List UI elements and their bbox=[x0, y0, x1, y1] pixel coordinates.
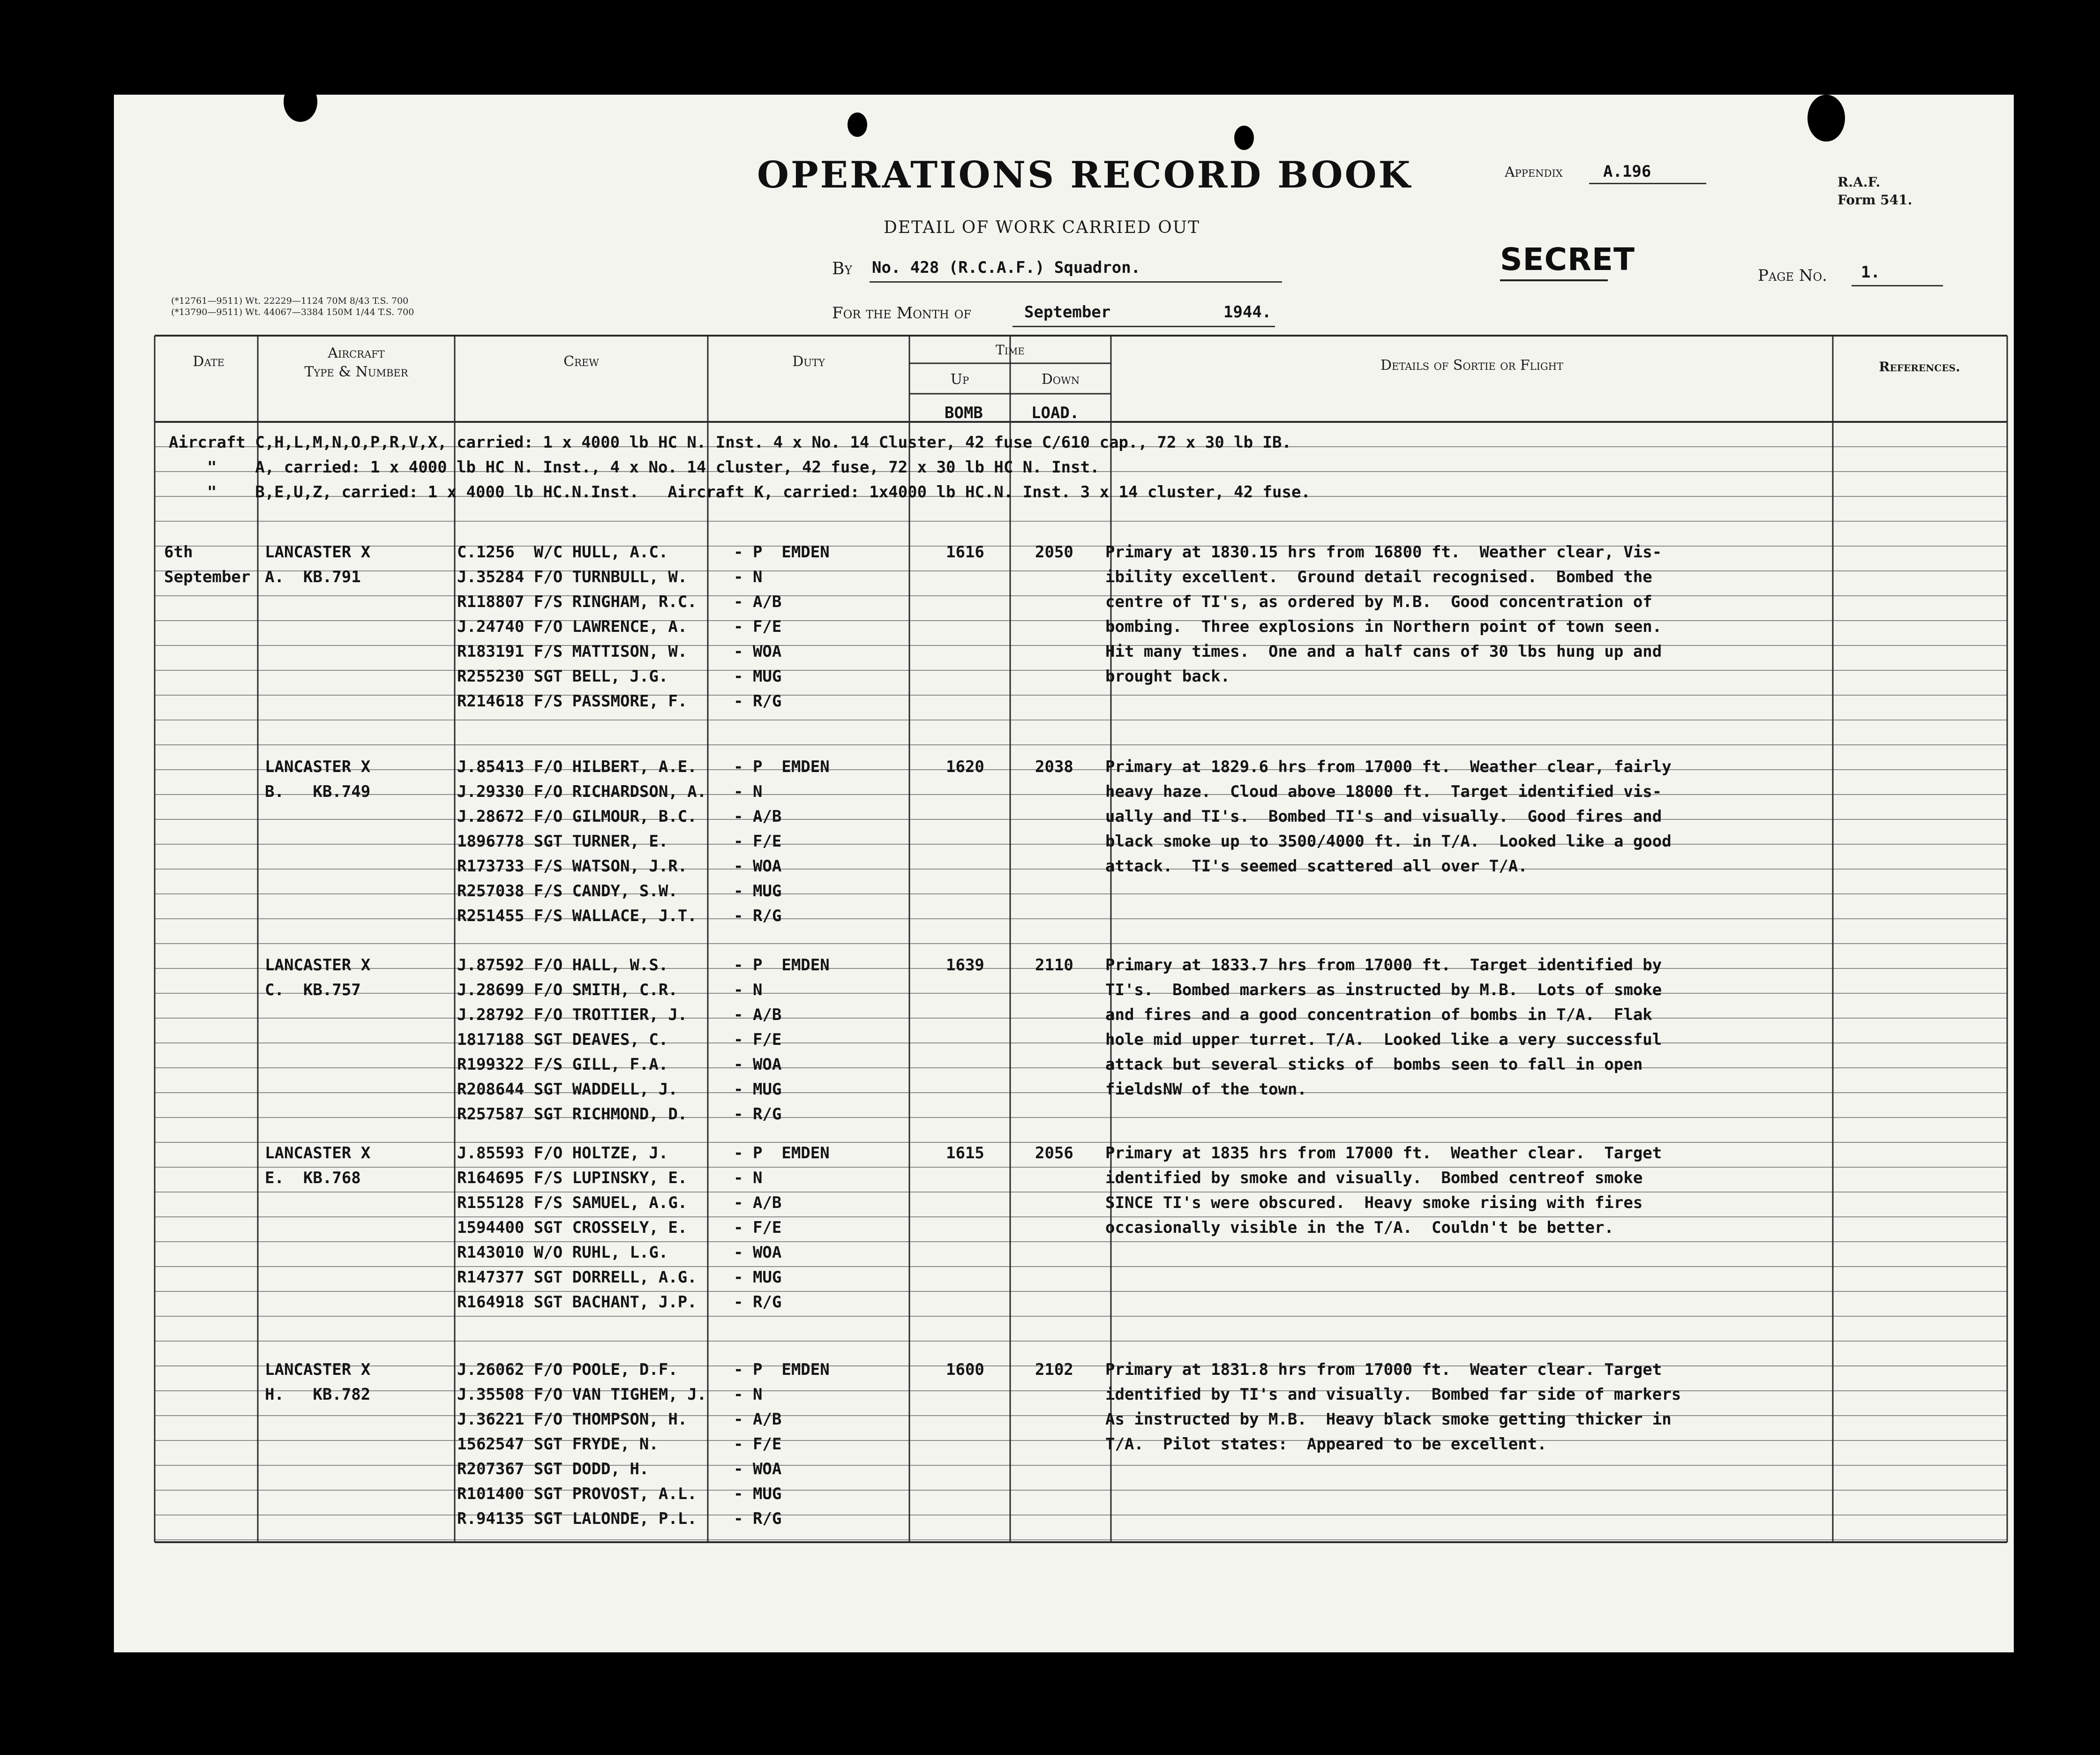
col-duty: Duty bbox=[792, 353, 825, 370]
secret-underline bbox=[1500, 279, 1608, 281]
load-label: LOAD. bbox=[1031, 404, 1080, 422]
sortie-details: Primary at 1831.8 hrs from 17000 ft. Weater clear. Target identified by TI's and visually. Bombed far side of markers As instructed by M.B. Heavy black smoke getting thicker in T/A. Pilot states: Appeared to be excellent. bbox=[1105, 1360, 1681, 1454]
sortie-time-down: 2110 bbox=[1035, 956, 1073, 975]
sortie-aircraft: LANCASTER X A. KB.791 bbox=[265, 543, 371, 586]
bomb-load-line-1: Aircraft C,H,L,M,N,O,P,R,V,X, carried: 1 x 4000 lb HC N. Inst. 4 x No. 14 Cluster, 42 fuse C/610 cap., 72 x 30 lb IB. bbox=[169, 433, 1291, 452]
sortie-date: 6th September bbox=[164, 543, 251, 586]
sortie-aircraft: LANCASTER X C. KB.757 bbox=[265, 956, 371, 999]
col-time: Time bbox=[996, 342, 1025, 358]
col-aircraft: Aircraft Type & Number bbox=[304, 345, 408, 380]
secret-stamp: SECRET bbox=[1500, 241, 1635, 278]
sortie-aircraft: LANCASTER X E. KB.768 bbox=[265, 1144, 371, 1187]
sortie-duty: - P EMDEN - N - A/B - F/E - WOA - MUG - R/G bbox=[734, 758, 830, 925]
sortie-time-down: 2038 bbox=[1035, 758, 1073, 776]
year-field: 1944. bbox=[1223, 303, 1272, 322]
month-underline bbox=[1012, 326, 1275, 327]
sortie-time-up: 1600 bbox=[946, 1360, 984, 1379]
by-label: By bbox=[832, 259, 852, 278]
col-crew: Crew bbox=[563, 353, 599, 370]
squadron-field: No. 428 (R.C.A.F.) Squadron. bbox=[872, 258, 1141, 277]
col-date: Date bbox=[193, 353, 225, 370]
sortie-crew: C.1256 W/C HULL, A.C. J.35284 F/O TURNBULL, W. R118807 F/S RINGHAM, R.C. J.24740 F/O LAWRENCE, A. R183191 F/S MATTISON, W. R255230 SGT BELL, J.G. R214618 F/S PASSMORE, F. bbox=[457, 543, 697, 711]
appendix-label: Appendix bbox=[1505, 164, 1563, 180]
sortie-crew: J.87592 F/O HALL, W.S. J.28699 F/O SMITH, C.R. J.28792 F/O TROTTIER, J. 1817188 SGT DEAVES, C. R199322 F/S GILL, F.A. R208644 SGT WADDELL, J. R257587 SGT RICHMOND, D. bbox=[457, 956, 688, 1124]
sortie-aircraft: LANCASTER X B. KB.749 bbox=[265, 758, 371, 801]
sortie-time-up: 1616 bbox=[946, 543, 984, 562]
col-references: References. bbox=[1879, 359, 1960, 375]
sortie-crew: J.85593 F/O HOLTZE, J. R164695 F/S LUPINSKY, E. R155128 F/S SAMUEL, A.G. 1594400 SGT CROSSELY, E. R143010 W/O RUHL, L.G. R147377 SGT DORRELL, A.G. R164918 SGT BACHANT, J.P. bbox=[457, 1144, 697, 1312]
sortie-details: Primary at 1830.15 hrs from 16800 ft. Weather clear, Vis- ibility excellent. Ground detail recognised. Bombed the centre of TI's, as ordered by M.B. Good concentration of bombing. Three explosions in Northern point of town seen. Hit many times. One and a half cans of 30 lbs hung up and brought back. bbox=[1105, 543, 1662, 686]
sortie-time-up: 1620 bbox=[946, 758, 984, 776]
bomb-load-line-3: " B,E,U,Z, carried: 1 x 4000 lb HC.N.Inst. Aircraft K, carried: 1x4000 lb HC.N. Inst. 3 x 14 cluster, 42 fuse. bbox=[169, 483, 1311, 502]
sortie-duty: - P EMDEN - N - A/B - F/E - WOA - MUG - R/G bbox=[734, 543, 830, 711]
sortie-duty: - P EMDEN - N - A/B - F/E - WOA - MUG - R/G bbox=[734, 956, 830, 1124]
page-label: Page No. bbox=[1758, 266, 1827, 285]
table-grid bbox=[114, 95, 2014, 1652]
print-code: (*12761—9511) Wt. 22229—1124 70M 8/43 T.S. 700 (*13790—9511) Wt. 44067—3384 150M 1/44 T.S. 700 bbox=[171, 296, 414, 317]
col-up: Up bbox=[950, 371, 969, 388]
month-label: For the Month of bbox=[832, 304, 971, 322]
sortie-time-down: 2050 bbox=[1035, 543, 1073, 562]
col-down: Down bbox=[1041, 371, 1080, 388]
sortie-time-up: 1615 bbox=[946, 1144, 984, 1162]
appendix-field: A.196 bbox=[1603, 162, 1651, 181]
month-field: September bbox=[1024, 303, 1111, 322]
sortie-duty: - P EMDEN - N - A/B - F/E - WOA - MUG - R/G bbox=[734, 1144, 830, 1312]
subtitle: DETAIL OF WORK CARRIED OUT bbox=[884, 218, 1200, 237]
col-details: Details of Sortie or Flight bbox=[1380, 357, 1563, 374]
sortie-time-down: 2056 bbox=[1035, 1144, 1073, 1162]
sortie-time-up: 1639 bbox=[946, 956, 984, 975]
page-title: OPERATIONS RECORD BOOK bbox=[757, 154, 1412, 196]
sortie-duty: - P EMDEN - N - A/B - F/E - WOA - MUG - R/G bbox=[734, 1360, 830, 1528]
sortie-crew: J.26062 F/O POOLE, D.F. J.35508 F/O VAN TIGHEM, J. J.36221 F/O THOMPSON, H. 1562547 SGT FRYDE, N. R207367 SGT DODD, H. R101400 SGT PROVOST, A.L. R.94135 SGT LALONDE, P.L. bbox=[457, 1360, 707, 1528]
form-number: R.A.F. Form 541. bbox=[1838, 174, 1912, 208]
sortie-details: Primary at 1833.7 hrs from 17000 ft. Target identified by TI's. Bombed markers as instructed by M.B. Lots of smoke and fires and a good concentration of bombs in T/A. Flak hole mid upper turret. T/A. Looked like a very successful attack but several sticks of bombs seen to fall in open fieldsNW of the town. bbox=[1105, 956, 1662, 1099]
record-sheet bbox=[114, 95, 2014, 1652]
sortie-crew: J.85413 F/O HILBERT, A.E. J.29330 F/O RICHARDSON, A. J.28672 F/O GILMOUR, B.C. 1896778 SGT TURNER, E. R173733 F/S WATSON, J.R. R257038 F/S CANDY, S.W. R251455 F/S WALLACE, J.T. bbox=[457, 758, 707, 925]
sortie-details: Primary at 1835 hrs from 17000 ft. Weather clear. Target identified by smoke and visually. Bombed centreof smoke SINCE TI's were obscured. Heavy smoke rising with fires occasionally visible in the T/A. Couldn't be better. bbox=[1105, 1144, 1662, 1237]
page-underline bbox=[1852, 285, 1943, 286]
squadron-underline bbox=[870, 281, 1282, 283]
bomb-label: BOMB bbox=[945, 404, 983, 422]
appendix-underline bbox=[1589, 183, 1706, 184]
page-number: 1. bbox=[1861, 263, 1880, 282]
sortie-aircraft: LANCASTER X H. KB.782 bbox=[265, 1360, 371, 1404]
bomb-load-line-2: " A, carried: 1 x 4000 lb HC N. Inst., 4 x No. 14 cluster, 42 fuse, 72 x 30 lb HC N. Inst. bbox=[169, 458, 1100, 477]
sortie-details: Primary at 1829.6 hrs from 17000 ft. Weather clear, fairly heavy haze. Cloud above 18000 ft. Target identified vis- ually and TI's. Bombed TI's and visually. Good fires and black smoke up to 3500/4000 ft. in T/A. Looked like a good attack. TI's seemed scattered all over T/A. bbox=[1105, 758, 1672, 876]
sortie-time-down: 2102 bbox=[1035, 1360, 1073, 1379]
